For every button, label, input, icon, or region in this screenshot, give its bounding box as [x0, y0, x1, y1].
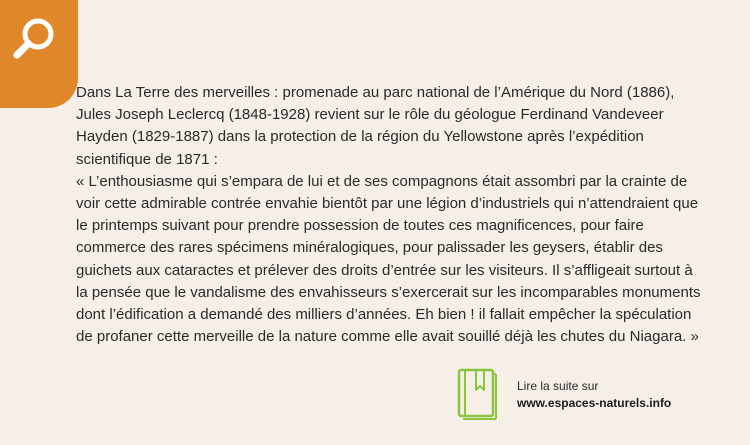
read-more-link[interactable]: www.espaces-naturels.info: [517, 396, 672, 410]
read-more-label: Lire la suite sur: [517, 379, 599, 393]
read-more: [517, 378, 671, 412]
quote-paragraph: « L’enthousiasme qui s’empara de lui et de ses compagnons était assombri par la crainte de voir cette admirable contrée envahie bientôt par une légion d’industriels qui n’attendraient que le printemps suivant pour prendre possession de toutes ces magnificences, pour faire commerce des rares spécimens minéralogiques, pour palissader les geysers, établir des guichets aux cataractes et prélever des droits d’entrée sur les visiteurs. Il s’affligeait surtout à la pensée que le vandalisme des envahisseurs s’exercerait sur les incomparables monuments dont l’édification a demandé des milliers d’années. Eh bien ! il fallait empêcher la spéculation de profaner cette merveille de la nature comme elle avait souillé déjà les chutes du Niagara. »: [76, 172, 701, 346]
search-icon: [10, 12, 62, 64]
corner-badge: [0, 0, 78, 108]
book-icon: [457, 368, 497, 420]
intro-paragraph: Dans La Terre des merveilles : promenade au parc national de l’Amérique du Nord (1886), Jules Joseph Leclercq (1848-1928) revient sur le rôle du géologue Ferdinand Vandeveer Hayden (1829-1887) dans la protection de la région du Yellowstone après l’expédition scientifique de 1871 :: [76, 84, 675, 168]
article-text: [76, 82, 706, 348]
